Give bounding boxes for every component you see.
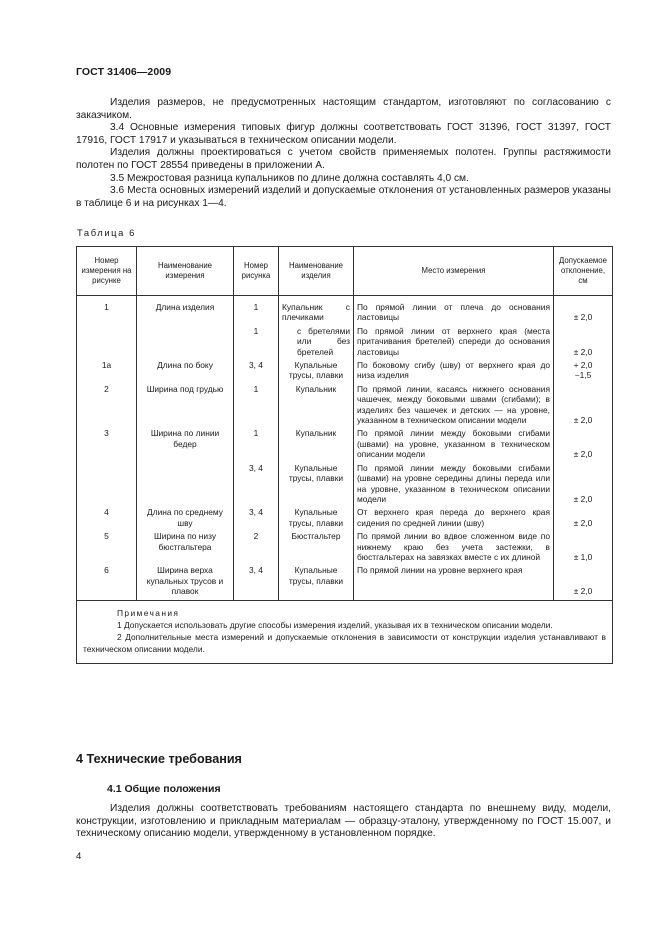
subsection-heading: 4.1 Общие положения (107, 783, 221, 795)
cell-number: 1 (77, 296, 137, 326)
cell-item: Купальник с плечиками (279, 296, 354, 326)
cell-item: Купальные трусы, плавки (279, 565, 354, 600)
table-row (77, 507, 613, 531)
paragraph: 3.6 Места основных измерений изделий и допускаемые отклонения от установленных размеров указаны в таблице 6 и на рисунках 1—4. (76, 185, 611, 209)
cell-number: 4 (77, 507, 137, 531)
cell-deviation: ± 2,0 (554, 384, 613, 429)
cell-item: Бюстгальтер (279, 531, 354, 565)
cell-number: 6 (77, 565, 137, 600)
cell-name (137, 463, 234, 508)
cell-place: От верхнего края переда до верхнего края сидения по средней линии (шву) (354, 507, 554, 531)
table-row (77, 565, 613, 600)
cell-number (77, 326, 137, 360)
cell-item: Купальные трусы, плавки (279, 463, 354, 508)
table-row (77, 326, 613, 360)
paragraph: Изделия размеров, не предусмотренных настоящим стандартом, изготовляют по согласованию с заказчиком. (76, 97, 611, 121)
cell-name: Длина изделия (137, 296, 234, 326)
table-row (77, 428, 613, 462)
table-notes-row (77, 600, 613, 664)
cell-deviation: ± 2,0 (554, 296, 613, 326)
header-measure-place: Место измерения (354, 247, 554, 296)
intro-text (76, 97, 611, 210)
header-measure-name: Наименование измерения (137, 247, 234, 296)
page-number: 4 (76, 851, 82, 862)
cell-place: По прямой линии между боковыми сгибами (швами) на уровне середины длины переда или на уровне, указанном в техническом описании модели (354, 463, 554, 508)
table-row (77, 384, 613, 429)
notes-heading: Примечания (117, 607, 180, 618)
cell-item: Купальник (279, 428, 354, 462)
cell-name: Ширина под грудью (137, 384, 234, 429)
cell-item: Купальные трусы, плавки (279, 360, 354, 384)
cell-place: По прямой линии от верхнего края (места притачивания бретелей) спереди до основания ластовицы (354, 326, 554, 360)
cell-deviation: ± 2,0 (554, 565, 613, 600)
cell-name: Длина по боку (137, 360, 234, 384)
paragraph: Изделия должны проектироваться с учетом свойств применяемых полотен. Группы растяжимости полотен по ГОСТ 28554 приведены в приложении А. (76, 147, 611, 171)
table-header-row (77, 247, 613, 296)
cell-figure: 1 (234, 384, 279, 429)
cell-place: По прямой линии на уровне верхнего края (354, 565, 554, 600)
cell-name: Ширина верха купальных трусов и плавок (137, 565, 234, 600)
note-item: 1 Допускается использовать другие способы измерения изделий, указывая их в техническом описании модели. (117, 619, 553, 630)
cell-item: Купальные трусы, плавки (279, 507, 354, 531)
header-measure-number: Номер измерения на рисунке (77, 247, 137, 296)
cell-name: Ширина по линии бедер (137, 428, 234, 462)
cell-deviation: ± 2,0 (554, 326, 613, 360)
paragraph: 3.4 Основные измерения типовых фигур должны соответствовать ГОСТ 31396, ГОСТ 31397, ГОСТ 17916, ГОСТ 17917 и указываться в техническом описании модели. (76, 122, 611, 146)
table-row (77, 463, 613, 508)
cell-place: По боковому сгибу (шву) от верхнего края до низа изделия (354, 360, 554, 384)
paragraph: Изделия должны соответствовать требованиям настоящего стандарта по внешнему виду, модели, конструкции, изготовлению и прикладным материалам — образцу-эталону, утвержденному по ГОСТ 15.007, и техническому описанию модели, утвержденному в установленном порядке. (76, 803, 611, 840)
cell-number: 1а (77, 360, 137, 384)
paragraph: 3.5 Межростовая разница купальников по длине должна составлять 4,0 см. (110, 172, 469, 184)
cell-number (77, 463, 137, 508)
cell-figure: 1 (234, 296, 279, 326)
cell-deviation: ± 2,0 (554, 463, 613, 508)
cell-number: 2 (77, 384, 137, 429)
cell-place: По прямой линии между боковыми сгибами (швами) на уровне, указанном в техническом описании модели (354, 428, 554, 462)
cell-figure: 2 (234, 531, 279, 565)
cell-number: 5 (77, 531, 137, 565)
cell-figure: 3, 4 (234, 565, 279, 600)
section-heading: 4 Технические требования (76, 752, 242, 766)
cell-figure: 3, 4 (234, 360, 279, 384)
header-deviation: Допускаемое отклонение, см (554, 247, 613, 296)
header-figure-number: Номер рисунка (234, 247, 279, 296)
cell-figure: 3, 4 (234, 507, 279, 531)
table-notes (77, 600, 613, 664)
table-caption: Таблица 6 (77, 227, 136, 238)
cell-place: По прямой линии во вдвое сложенном виде по нижнему краю без учета застежки, в бюстгальтерах на завязках вместе с их длиной (354, 531, 554, 565)
cell-name (137, 326, 234, 360)
cell-item: с бретелями или без бретелей (279, 326, 354, 360)
cell-place: По прямой линии от плеча до основания ластовицы (354, 296, 554, 326)
table-row (77, 531, 613, 565)
table-row (77, 360, 613, 384)
cell-deviation: ± 2,0 (554, 428, 613, 462)
note-item: 2 Дополнительные места измерений и допускаемые отклонения в зависимости от конструкции изделия устанавливают в техническом описании модели. (83, 631, 606, 655)
cell-figure: 1 (234, 326, 279, 360)
cell-figure: 1 (234, 428, 279, 462)
measurements-table (76, 246, 613, 664)
cell-figure: 3, 4 (234, 463, 279, 508)
cell-name: Ширина по низу бюстгальтера (137, 531, 234, 565)
cell-deviation: ± 2,0 (554, 507, 613, 531)
header-item-name: Наименование изделия (279, 247, 354, 296)
cell-deviation: ± 1,0 (554, 531, 613, 565)
cell-place: По прямой линии, касаясь нижнего основания чашечек, между боковыми швами (сгибами); в изделиях без чашечек и детских — на уровне, указанном в техническом описании модели (354, 384, 554, 429)
cell-number: 3 (77, 428, 137, 462)
cell-item: Купальник (279, 384, 354, 429)
standard-code: ГОСТ 31406—2009 (76, 66, 172, 78)
cell-deviation: + 2,0 −1,5 (554, 360, 613, 384)
cell-name: Длина по среднему шву (137, 507, 234, 531)
table-row (77, 296, 613, 326)
section-text (76, 803, 611, 841)
